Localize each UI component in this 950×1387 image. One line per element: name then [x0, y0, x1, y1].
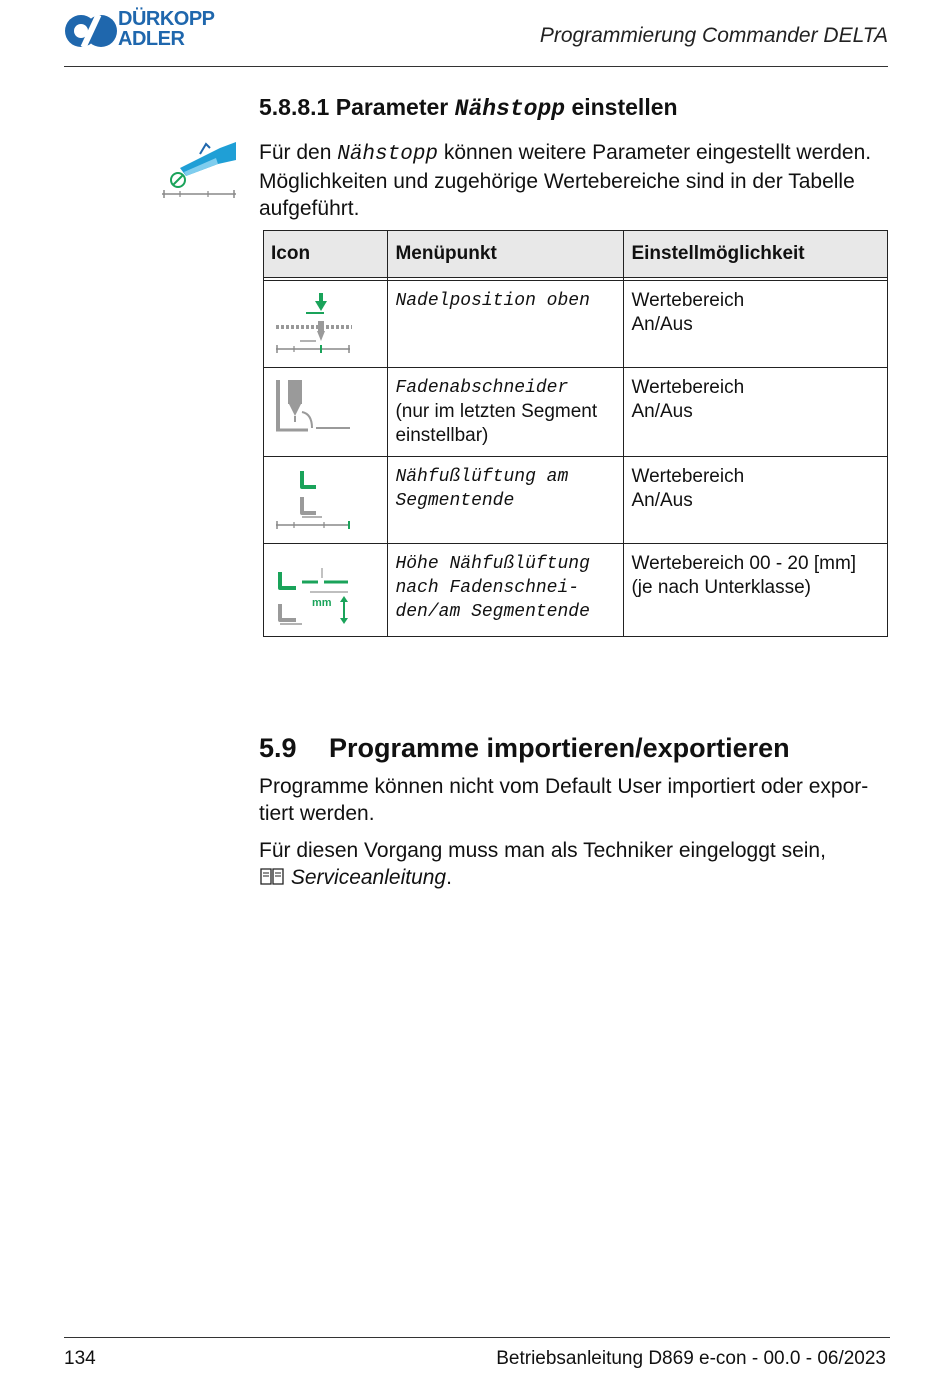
table-cell-setting: [624, 457, 888, 544]
menu-item-name: Nadelposition oben: [395, 291, 590, 311]
menu-item-name: Höhe Nähfußlüftung nach Fadenschnei-den/am Segmentende: [395, 554, 590, 622]
service-manual-link[interactable]: Serviceanleitung: [290, 866, 447, 889]
logo-mark-icon: [64, 11, 118, 51]
mm-label: mm: [312, 597, 332, 609]
setting-label: Wertebereich: [631, 466, 745, 487]
section-number-59: 5.9: [259, 733, 297, 763]
intro-paragraph: Für den Nähstopp können weitere Parameter eingestellt werden. Möglichkeiten und zugehörige Wertebereiche sind in der Tabelle aufgeführt.: [259, 141, 872, 220]
menu-item-note: (nur im letzten Segment einstellbar): [395, 401, 598, 446]
column-header-icon: Icon: [264, 231, 388, 278]
table-row: [264, 544, 888, 637]
setting-label: Wertebereich: [631, 377, 745, 398]
table-cell-menu: [388, 281, 624, 368]
book-reference-icon: [259, 866, 285, 886]
table-cell-menu: [388, 457, 624, 544]
setting-label: Wertebereich: [631, 290, 745, 311]
parameter-table: [263, 230, 888, 637]
logo-text: DÜRKOPP ADLER: [118, 8, 215, 50]
column-header-setting: Einstellmöglichkeit: [624, 231, 888, 278]
footer-divider: [64, 1337, 890, 1338]
paragraph-default-user: Programme können nicht vom Default User importiert oder expor-tiert werden.: [259, 775, 869, 825]
setting-value: An/Aus: [631, 401, 693, 422]
footer-doc-info: Betriebsanleitung D869 e-con - 00.0 - 06/2023: [496, 1348, 886, 1369]
header-title: Programmierung Commander DELTA: [539, 24, 888, 47]
paragraph-technician-login: Für diesen Vorgang muss man als Techniker eingeloggt sein, Serviceanleitung.: [259, 839, 826, 889]
section-heading-5881: 5.8.8.1 Parameter Nähstopp einstellen: [259, 94, 678, 122]
thread-cutter-icon: [272, 372, 352, 444]
setting-label: Wertebereich 00 - 20 [mm]: [631, 553, 857, 574]
brand-logo: [64, 9, 234, 53]
table-cell-setting: [624, 281, 888, 368]
table-row: [264, 368, 888, 457]
table-row: [264, 281, 888, 368]
table-cell-icon: [264, 544, 388, 637]
table-cell-menu: [388, 368, 624, 457]
column-header-menu: Menüpunkt: [388, 231, 624, 278]
table-row: [264, 457, 888, 544]
setting-value: An/Aus: [631, 314, 693, 335]
sewing-foot-stop-icon: [160, 138, 240, 202]
table-cell-menu: [388, 544, 624, 637]
table-header-row: [264, 231, 888, 278]
table-cell-setting: [624, 368, 888, 457]
setting-value: (je nach Unterklasse): [631, 577, 812, 598]
header-divider: [64, 66, 888, 67]
foot-lift-height-icon: [272, 548, 352, 626]
page-number: 134: [64, 1348, 96, 1369]
table-cell-icon: [264, 281, 388, 368]
table-cell-setting: [624, 544, 888, 637]
menu-item-name: Fadenabschneider: [395, 378, 569, 398]
foot-lift-segment-end-icon: [272, 461, 352, 533]
table-cell-icon: [264, 457, 388, 544]
menu-item-name: Nähfußlüftung am Segmentende: [395, 467, 569, 511]
section-heading-59: Programme importieren/exportieren: [329, 733, 790, 763]
table-cell-icon: [264, 368, 388, 457]
setting-value: An/Aus: [631, 490, 693, 511]
needle-position-up-icon: [272, 285, 352, 357]
